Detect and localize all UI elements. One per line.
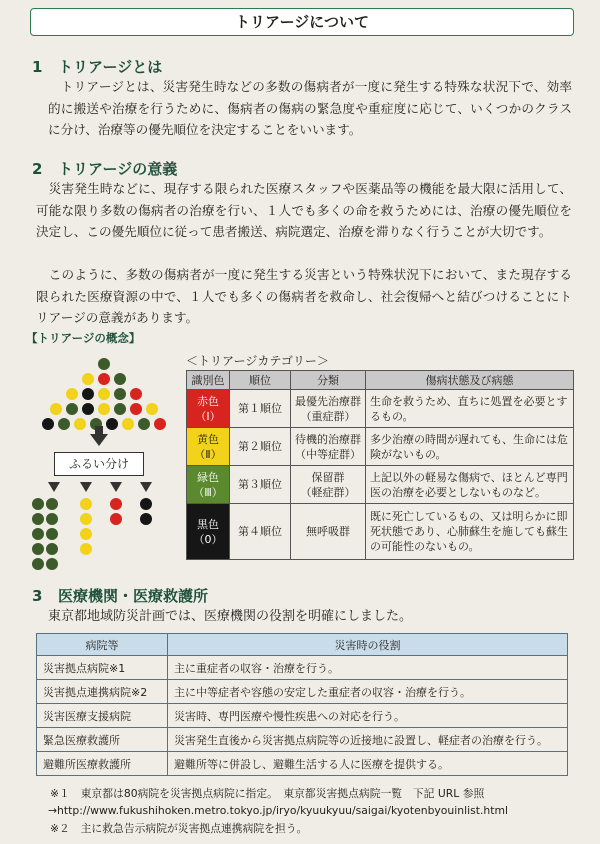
medical-institution-table — [36, 633, 568, 776]
dot-icon — [80, 498, 92, 510]
table-row — [37, 752, 568, 776]
document-page — [26, 8, 582, 834]
col-header: 災害時の役割 — [168, 634, 568, 656]
dot-icon — [106, 418, 118, 430]
sort-arrow-icon — [140, 482, 152, 492]
class-cell: 保留群 （軽症群） — [291, 466, 366, 504]
table-row — [187, 466, 574, 504]
dot-icon — [114, 373, 126, 385]
table-row — [37, 704, 568, 728]
table-row — [37, 728, 568, 752]
dot-icon — [82, 403, 94, 415]
dot-icon — [42, 418, 54, 430]
dot-icon — [98, 358, 110, 370]
dot-icon — [46, 528, 58, 540]
dot-icon — [80, 528, 92, 540]
dot-icon — [154, 418, 166, 430]
sift-box: ふるい分け — [54, 452, 144, 476]
section-1-number: 1 — [32, 58, 43, 76]
dot-icon — [46, 513, 58, 525]
rank-cell: 第４順位 — [230, 504, 291, 560]
col-header: 分類 — [291, 371, 366, 390]
dot-icon — [80, 543, 92, 555]
institution-cell: 災害拠点連携病院※2 — [37, 680, 168, 704]
dot-icon — [110, 513, 122, 525]
color-cell: 黄色 （Ⅱ） — [187, 428, 230, 466]
rank-cell: 第３順位 — [230, 466, 291, 504]
dot-icon — [66, 403, 78, 415]
dot-icon — [82, 373, 94, 385]
section-1-title: トリアージとは — [58, 58, 163, 76]
footnote-1: ※１ 東京都は80病院を災害拠点病院に指定。 東京都災害拠点病院一覧 下記 URL 参照 — [50, 787, 485, 800]
dot-icon — [32, 528, 44, 540]
col-header: 病院等 — [37, 634, 168, 656]
dot-icon — [74, 418, 86, 430]
class-cell: 待機的治療群 （中等症群） — [291, 428, 366, 466]
section-2-paragraph-1: 災害発生時などに、現存する限られた医療スタッフや医薬品等の機能を最大限に活用して、可能な限り多数の傷病者の治療を行い、１人でも多くの命を救うためには、治療の優先順位を決定し、この優先順位に従って患者搬送、病院選定、治療を滞りなく行うことが大切です。 — [36, 181, 572, 239]
section-2-number: 2 — [32, 160, 43, 178]
color-cell: 黒色 （0） — [187, 504, 230, 560]
table-row — [187, 390, 574, 428]
dot-icon — [58, 418, 70, 430]
dot-icon — [80, 513, 92, 525]
rank-cell: 第１順位 — [230, 390, 291, 428]
dot-icon — [140, 513, 152, 525]
dot-icon — [146, 403, 158, 415]
dot-icon — [32, 513, 44, 525]
dot-icon — [138, 418, 150, 430]
class-cell: 無呼吸群 — [291, 504, 366, 560]
condition-cell: 生命を救うため、直ちに処置を必要とするもの。 — [366, 390, 574, 428]
dot-icon — [98, 388, 110, 400]
section-2-paragraph-2: このように、多数の傷病者が一度に発生する災害という特殊状況下において、また現存する限られた医療資源の中で、１人でも多くの傷病者を救命し、社会復帰へと結びつけることにトリアージの意義があります。 — [36, 267, 572, 325]
table-row — [187, 428, 574, 466]
dot-icon — [32, 558, 44, 570]
color-cell: 緑色 （Ⅲ） — [187, 466, 230, 504]
condition-cell: 上記以外の軽易な傷病で、ほとんど専門医の治療を必要としないものなど。 — [366, 466, 574, 504]
section-3-number: 3 — [32, 587, 43, 605]
rank-cell: 第２順位 — [230, 428, 291, 466]
page-title: トリアージについて — [30, 8, 574, 36]
dot-icon — [130, 403, 142, 415]
col-header: 識別色 — [187, 371, 230, 390]
dot-icon — [32, 498, 44, 510]
dot-icon — [66, 388, 78, 400]
table-row — [37, 680, 568, 704]
role-cell: 災害時、専門医療や慢性疾患への対応を行う。 — [168, 704, 568, 728]
dot-icon — [114, 403, 126, 415]
role-cell: 主に中等症者や容態の安定した重症者の収容・治療を行う。 — [168, 680, 568, 704]
role-cell: 避難所等に併設し、避難生活する人に医療を提供する。 — [168, 752, 568, 776]
condition-cell: 既に死亡しているもの、又は明らかに即死状態であり、心肺蘇生を施しても蘇生の可能性のないもの。 — [366, 504, 574, 560]
condition-cell: 多少治療の時間が遅れても、生命には危険がないもの。 — [366, 428, 574, 466]
table-row — [187, 504, 574, 560]
dot-icon — [46, 543, 58, 555]
col-header: 順位 — [230, 371, 291, 390]
category-caption: ＜トリアージカテゴリー＞ — [186, 354, 329, 368]
down-arrow-icon — [90, 434, 108, 446]
dot-icon — [110, 498, 122, 510]
section-1-paragraph: トリアージとは、災害発生時などの多数の傷病者が一度に発生する特殊な状況下で、効率的に搬送や治療を行うために、傷病者の傷病の緊急度や重症度に応じて、いくつかのクラスに分け、治療等の優先順位を決定することをいいます。 — [48, 79, 572, 137]
dot-icon — [140, 498, 152, 510]
dot-icon — [50, 403, 62, 415]
col-header: 傷病状態及び病態 — [366, 371, 574, 390]
institution-cell: 避難所医療救護所 — [37, 752, 168, 776]
dot-icon — [98, 403, 110, 415]
section-2-heading — [32, 158, 177, 179]
dot-icon — [114, 388, 126, 400]
dot-icon — [122, 418, 134, 430]
section-3-paragraph: 東京都地域防災計画では、医療機関の役割を明確にしました。 — [48, 609, 413, 624]
concept-label: 【トリアージの概念】 — [26, 331, 141, 345]
section-1-heading — [32, 56, 162, 77]
section-3-heading — [32, 585, 208, 606]
dot-icon — [130, 388, 142, 400]
color-cell: 赤色 （Ⅰ） — [187, 390, 230, 428]
class-cell: 最優先治療群 （重症群） — [291, 390, 366, 428]
section-2-title: トリアージの意義 — [58, 160, 178, 178]
institution-cell: 災害拠点病院※1 — [37, 656, 168, 680]
dot-icon — [98, 373, 110, 385]
sort-arrow-icon — [110, 482, 122, 492]
institution-cell: 災害医療支援病院 — [37, 704, 168, 728]
role-cell: 主に重症者の収容・治療を行う。 — [168, 656, 568, 680]
role-cell: 災害発生直後から災害拠点病院等の近接地に設置し、軽症者の治療を行う。 — [168, 728, 568, 752]
dot-icon — [46, 498, 58, 510]
footnote-url[interactable]: →http://www.fukushihoken.metro.tokyo.jp/iryo/kyuukyuu/saigai/kyotenbyouinlist.html — [48, 804, 508, 817]
institution-cell: 緊急医療救護所 — [37, 728, 168, 752]
dot-icon — [46, 558, 58, 570]
table-row — [37, 656, 568, 680]
sort-arrow-icon — [80, 482, 92, 492]
triage-category-table — [186, 370, 574, 560]
dot-icon — [32, 543, 44, 555]
sort-arrow-icon — [48, 482, 60, 492]
section-3-title: 医療機関・医療救護所 — [58, 587, 209, 605]
footnote-2: ※２ 主に救急告示病院が災害拠点連携病院を担う。 — [50, 822, 308, 835]
dot-icon — [82, 388, 94, 400]
